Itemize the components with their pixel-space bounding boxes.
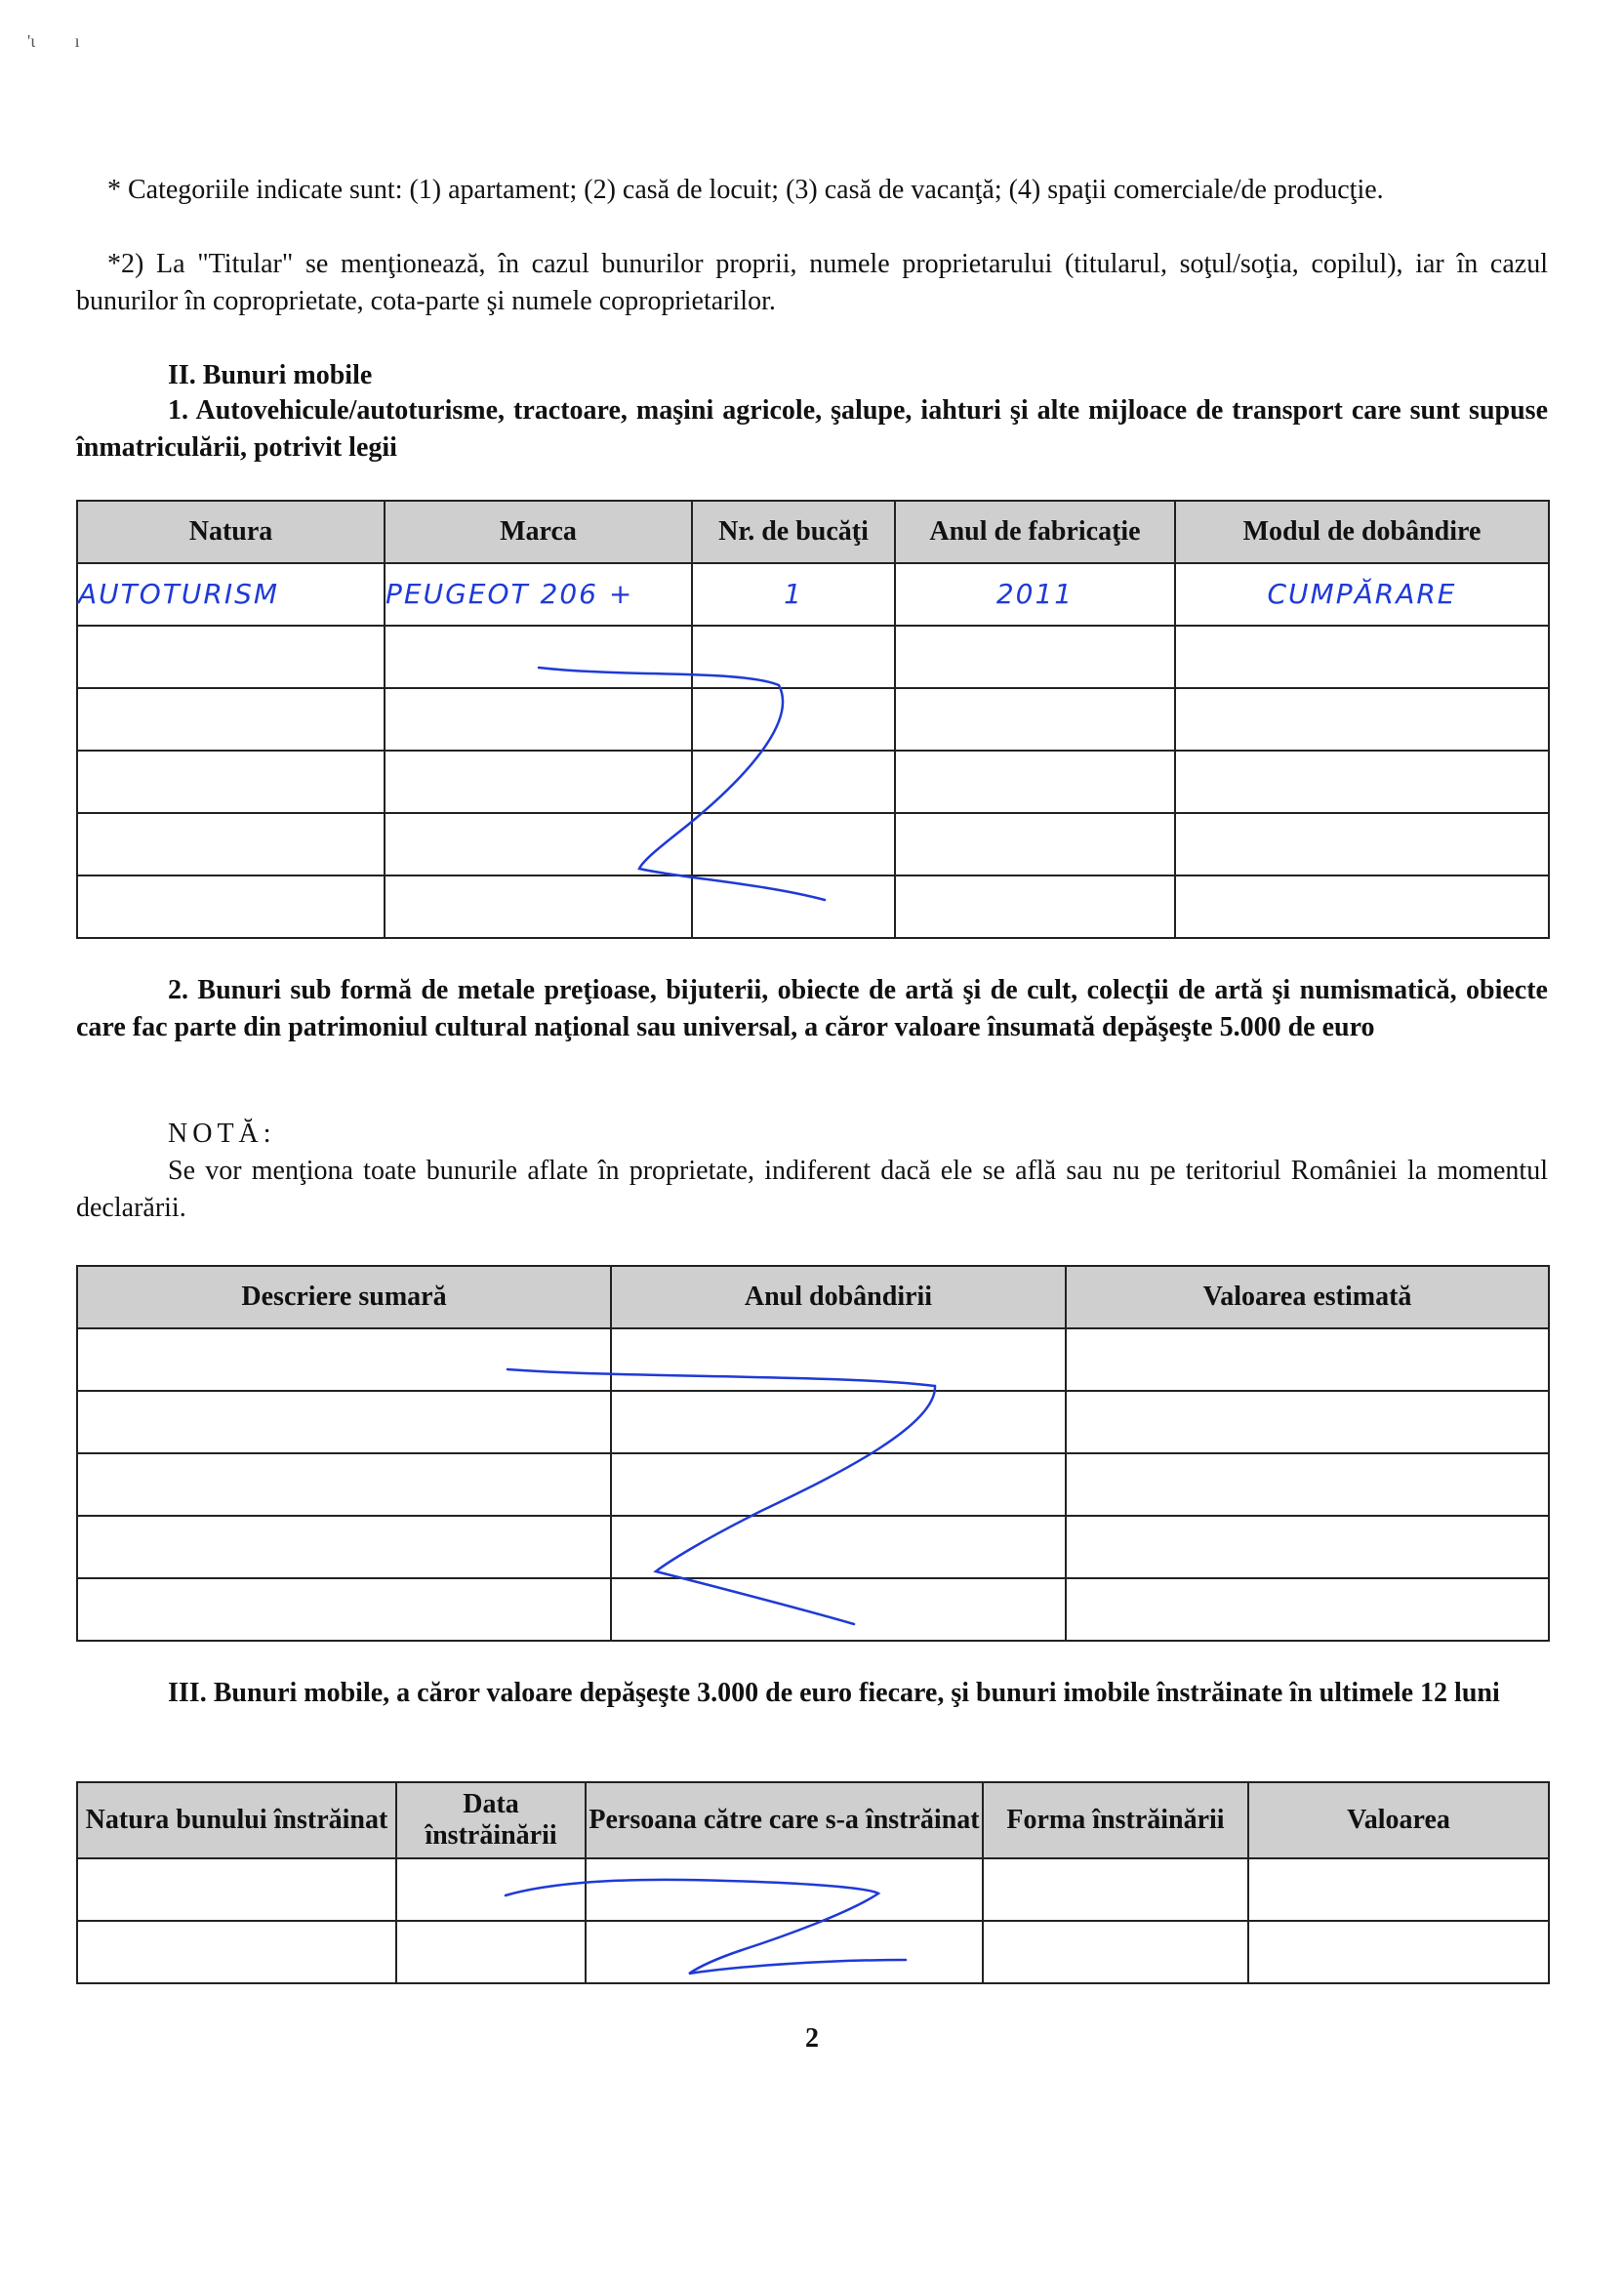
header-anul-dobandirii: Anul dobândirii: [611, 1266, 1066, 1328]
section-2-title: II. Bunuri mobile: [168, 360, 373, 390]
header-valoarea: Valoarea: [1248, 1782, 1549, 1858]
table-row: [77, 751, 1549, 813]
valuables-table: [76, 1265, 1550, 1642]
table-row: [77, 1453, 1549, 1516]
note-titular: *2) La "Titular" se menţionează, în cazul bunurilor proprii, numele proprietarului (titularul, soţul/soţia, copilul), iar în cazul bunurilor în coproprietate, cota-parte şi numele coproprietarilor.: [76, 249, 1548, 316]
table-row: [77, 1858, 1549, 1921]
page-number: 2: [805, 2023, 819, 2054]
table-row: [77, 626, 1549, 688]
cell-modul-dobandire: CUMPĂRARE: [1175, 563, 1549, 626]
table-row: [77, 1328, 1549, 1391]
cell-nr-bucati: 1: [692, 563, 895, 626]
header-data-instrainarii: Data înstrăinării: [396, 1782, 586, 1858]
table-row: [77, 563, 1549, 626]
section-2-subtitle-2: 2. Bunuri sub formă de metale preţioase, bijuterii, obiecte de artă şi de cult, colecţii de artă şi numismatică, obiecte care fac parte din patrimoniul cultural naţional sau universal, a căror valoare însumată depăşeşte 5.000 de euro: [76, 975, 1548, 1042]
header-marca: Marca: [385, 501, 692, 563]
table-row: [77, 813, 1549, 875]
header-anul-fabricatie: Anul de fabricaţie: [895, 501, 1175, 563]
alienated-assets-table: [76, 1781, 1550, 1984]
cell-marca: PEUGEOT 206 +: [385, 563, 692, 626]
nota-text: Se vor menţiona toate bunurile aflate în proprietate, indiferent dacă ele se află sau nu pe teritoriul României la momentul declarării.: [76, 1156, 1548, 1223]
header-modul-dobandire: Modul de dobândire: [1175, 501, 1549, 563]
cell-anul-fabricatie: 2011: [895, 563, 1175, 626]
table-row: [77, 1578, 1549, 1641]
scan-mark: 'ι ı: [27, 31, 80, 51]
cell-natura: AUTOTURISM: [77, 563, 385, 626]
table-row: [77, 875, 1549, 938]
header-forma-instrainarii: Forma înstrăinării: [983, 1782, 1248, 1858]
note-categories: * Categoriile indicate sunt: (1) apartament; (2) casă de locuit; (3) casă de vacanţă; (4) spaţii comerciale/de producţie.: [107, 175, 1384, 205]
header-valoarea-estimata: Valoarea estimată: [1066, 1266, 1549, 1328]
table-row: [77, 688, 1549, 751]
table-row: [77, 1516, 1549, 1578]
header-nr-bucati: Nr. de bucăţi: [692, 501, 895, 563]
header-descriere-sumara: Descriere sumară: [77, 1266, 611, 1328]
vehicles-table: [76, 500, 1550, 939]
header-persoana: Persoana către care s-a înstrăinat: [586, 1782, 983, 1858]
table-row: [77, 1921, 1549, 1983]
section-2-subtitle-1: 1. Autovehicule/autoturisme, tractoare, maşini agricole, şalupe, iahturi şi alte mijloace de transport care sunt supuse înmatriculării, potrivit legii: [76, 395, 1548, 463]
nota-label: NOTĂ:: [168, 1119, 276, 1149]
header-natura: Natura: [77, 501, 385, 563]
header-natura-bunului: Natura bunului înstrăinat: [77, 1782, 396, 1858]
table-row: [77, 1391, 1549, 1453]
section-3-title: III. Bunuri mobile, a căror valoare depăşeşte 3.000 de euro fiecare, şi bunuri imobile înstrăinate în ultimele 12 luni: [168, 1678, 1500, 1708]
